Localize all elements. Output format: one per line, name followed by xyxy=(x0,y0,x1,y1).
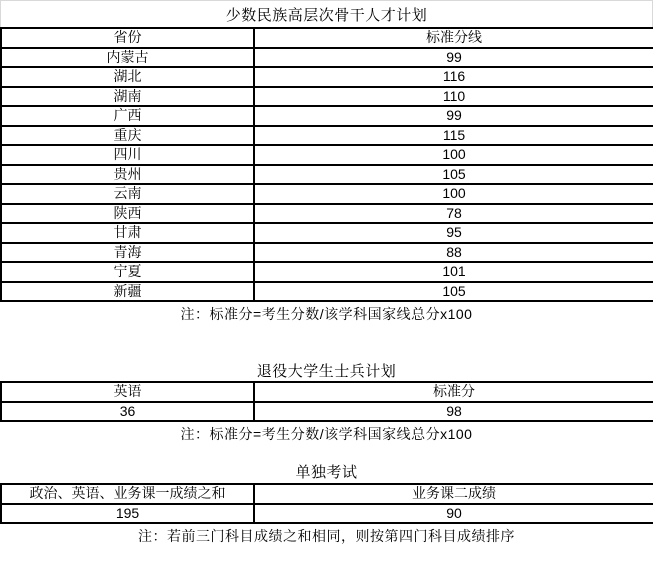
province-cell: 贵州 xyxy=(1,165,254,185)
table-row xyxy=(1,402,653,422)
score-cell: 101 xyxy=(254,262,653,282)
province-cell: 甘肃 xyxy=(1,223,254,243)
score-cell: 105 xyxy=(254,165,653,185)
sum-score-cell: 195 xyxy=(1,504,254,524)
table-header-row xyxy=(1,28,653,48)
section2-title: 退役大学生士兵计划 xyxy=(256,363,397,380)
section1-title: 少数民族高层次骨干人才计划 xyxy=(0,1,653,27)
score-cell: 110 xyxy=(254,87,653,107)
score-cell: 105 xyxy=(254,282,653,302)
province-cell: 内蒙古 xyxy=(1,48,254,68)
section3-header-sum-three-subjects: 政治、英语、业务课一成绩之和 xyxy=(1,484,254,504)
table-row xyxy=(1,126,653,146)
section1-header-score-line: 标准分线 xyxy=(254,28,653,48)
score-cell: 100 xyxy=(254,184,653,204)
table-row xyxy=(1,223,653,243)
province-cell: 宁夏 xyxy=(1,262,254,282)
province-cell: 青海 xyxy=(1,243,254,263)
table-row xyxy=(1,262,653,282)
table-row xyxy=(1,243,653,263)
section-gap xyxy=(0,445,653,460)
table-row xyxy=(1,106,653,126)
score-cell: 99 xyxy=(254,106,653,126)
table-row xyxy=(1,184,653,204)
section2-header-english: 英语 xyxy=(1,382,254,402)
section2-table xyxy=(0,381,653,422)
section3-title: 单独考试 xyxy=(295,464,358,481)
score-cell: 115 xyxy=(254,126,653,146)
province-cell: 湖南 xyxy=(1,87,254,107)
course-two-score-cell: 90 xyxy=(254,504,653,524)
document xyxy=(0,1,653,547)
score-cell: 95 xyxy=(254,223,653,243)
section1-header-province: 省份 xyxy=(1,28,254,48)
table-row xyxy=(1,87,653,107)
english-score-cell: 36 xyxy=(1,402,254,422)
section3-note: 注：若前三门科目成绩之和相同，则按第四门科目成绩排序 xyxy=(138,527,515,544)
table-row xyxy=(1,145,653,165)
province-cell: 云南 xyxy=(1,184,254,204)
section1-table xyxy=(0,27,653,302)
section3-header-course-two-score: 业务课二成绩 xyxy=(254,484,653,504)
table-header-row xyxy=(1,484,653,504)
table-row xyxy=(1,67,653,87)
province-cell: 陕西 xyxy=(1,204,254,224)
table-row xyxy=(1,282,653,302)
section-gap xyxy=(0,325,653,360)
score-cell: 116 xyxy=(254,67,653,87)
table-header-row xyxy=(1,382,653,402)
section1-note: 注：标准分=考生分数/该学科国家线总分x100 xyxy=(180,305,473,322)
table-row xyxy=(1,504,653,524)
province-cell: 广西 xyxy=(1,106,254,126)
score-cell: 99 xyxy=(254,48,653,68)
score-cell: 88 xyxy=(254,243,653,263)
section2-note: 注：标准分=考生分数/该学科国家线总分x100 xyxy=(180,425,473,442)
province-cell: 四川 xyxy=(1,145,254,165)
province-cell: 湖北 xyxy=(1,67,254,87)
score-cell: 100 xyxy=(254,145,653,165)
province-cell: 新疆 xyxy=(1,282,254,302)
section3-table xyxy=(0,483,653,524)
table-row xyxy=(1,48,653,68)
section2-header-standard-score: 标准分 xyxy=(254,382,653,402)
province-cell: 重庆 xyxy=(1,126,254,146)
table-row xyxy=(1,204,653,224)
score-cell: 78 xyxy=(254,204,653,224)
standard-score-cell: 98 xyxy=(254,402,653,422)
table-row xyxy=(1,165,653,185)
